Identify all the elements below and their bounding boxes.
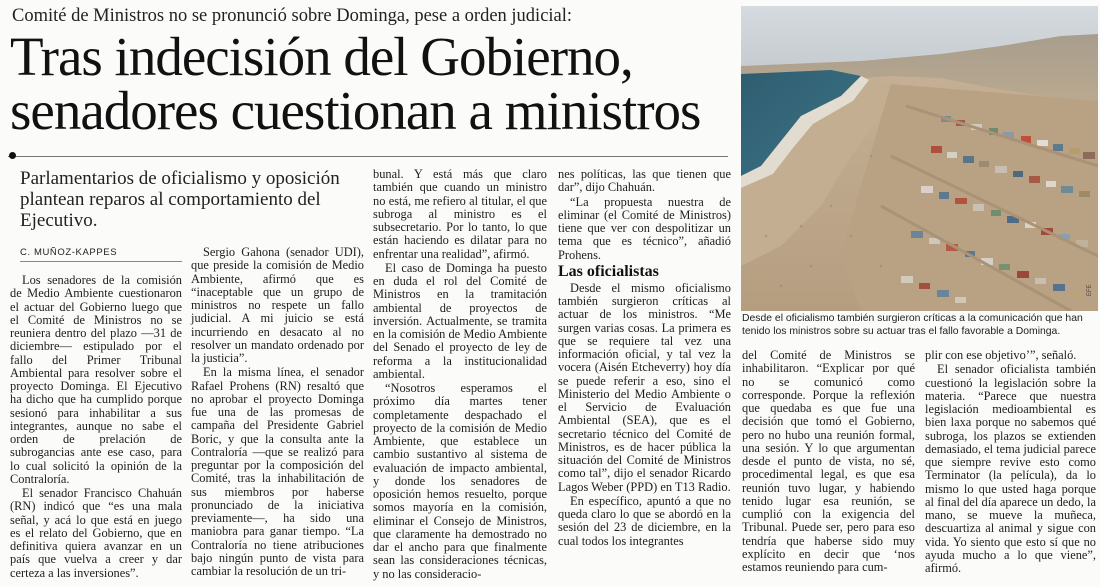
column-6 — [925, 349, 1096, 575]
column-1 — [10, 274, 182, 580]
photo-credit: EFE — [1087, 284, 1093, 296]
paragraph: “Nosotros esperamos el próximo día martes tener completamente despachado el proyecto de la comisión de Medio Ambiente, que establece un cambio sustantivo al sistema de evaluación de impacto ambiental, y donde los senadores de oposición hemos resuelto, porque somos mayoría en la comisión, eliminar el Consejo de Ministros, que claramente ha demostrado no dar el ancho para que finalmente sean las consideraciones técnicas, y no las consideracio- — [373, 381, 547, 581]
headline — [10, 26, 740, 141]
paragraph: Desde el mismo oficialismo también surgieron críticas al actuar de los ministros. “Me surgen varias cosas. La primera es que se requiere tal vez una información oficial, y tal vez la vocera (Aisén Etcheverry) hoy día se puede referir a eso, sino el Ministerio del Medio Ambiente o el Servicio de Evaluación Ambiental (SEA), que es el secretario técnico del Comité de Ministros, es de hacer pública la situación del Comité de Ministros como tal”, dijo el senador Ricardo Lagos Weber (PPD) en T13 Radio. — [558, 280, 731, 494]
paragraph: “La propuesta nuestra de eliminar (el Comité de Ministros) tiene que ver con despolitizar un tema que es técnico”, añadió Prohens. — [558, 194, 731, 262]
kicker: Comité de Ministros no se pronunció sobre Dominga, pese a orden judicial: — [12, 6, 573, 26]
aerial-photo-illustration — [741, 6, 1098, 311]
paragraph: Sergio Gahona (senador UDI), que preside la comisión de Medio Ambiente, afirmó que es “inaceptable que un grupo de ministros no respete un fallo judicial. A mi juicio se está incurriendo en desacato al no resolver un mandato ordenado por la justicia”. — [191, 245, 364, 365]
column-4 — [558, 168, 731, 548]
paragraph: plir con ese objetivo’”, señaló. — [925, 348, 1077, 362]
column-5 — [742, 349, 915, 574]
paragraph: Los senadores de la comisión de Medio Ambiente cuestionaron el actuar del Gobierno luego que el Comité de Ministros no se reuniera dentro del plazo —31 de diciembre— estipulado por el fallo del Primer Tribunal Ambiental para resolver sobre el proyecto Dominga. El Ejecutivo ha dicho que ha cumplido porque sesionó para inhabilitar a sus integrantes, aunque no sabe el orden de prelación de subrogancias ante ese caso, para lo cual solicitó la opinión de la Contraloría. — [10, 273, 182, 486]
headline-line-2: senadores cuestionan a ministros — [10, 80, 701, 141]
column-2 — [191, 246, 364, 578]
subhead: Las oficialistas — [558, 262, 659, 280]
paragraph: nes políticas, las que tienen que dar”, dijo Chahuán. — [558, 167, 731, 195]
byline: C. MUÑOZ-KAPPES — [20, 247, 118, 258]
paragraph: del Comité de Ministros se inhabilitaron. “Explicar por qué no se comunicó como corresponde. Porque la reflexión que quedaba es que fue una decisión que tomó el Gobierno, pero no hubo una reunión formal, una sesión. Y lo que argumentan desde el punto de vista, no sé, procedimental legal, es que esa reunión tuvo lugar, y habiendo tenido lugar esa reunión, se cumplió con la exigencia del Tribunal. Puede ser, pero para eso tendría que haberse sido muy explícito en decir que ‘nos estamos reuniendo para cum- — [742, 348, 915, 574]
column-3 — [373, 168, 547, 581]
bullet-icon — [9, 152, 16, 159]
paragraph: En la misma línea, el senador Rafael Prohens (RN) resaltó que no aprobar el proyecto Dominga fue una de las promesas de campaña del Presidente Gabriel Boric, y que la consulta ante la Contraloría —que se realizó para preguntar por la composición del Comité, tras la inhabilitación de sus miembros por haberse pronunciado de la iniciativa previamente—, ha sido una maniobra para ganar tiempo. “La Contraloría no tiene atribuciones bajo ningún punto de vista para cambiar la resolución de un tri- — [191, 365, 364, 578]
headline-rule — [8, 156, 728, 157]
paragraph: En específico, apuntó a que no queda claro lo que se abordó en la sesión del 23 de diciembre, en la cual todos los integrantes — [558, 493, 731, 548]
headline-line-1: Tras indecisión del Gobierno, — [10, 26, 633, 87]
deck: Parlamentarios de oficialismo y oposición plantean reparos al comportamiento del Ejecutivo. — [20, 168, 340, 231]
paragraph: bunal. Y está más que claro también que cuando un ministro no está, me refiero al titular, el que subroga al ministro es el subsecretario. Por lo tanto, lo que están haciendo es dilatar para no enfrentar una realidad”, afirmó. — [373, 167, 547, 261]
photo-caption: Desde el oficialismo también surgieron críticas a la comunicación que han tenido los ministros sobre su actuar tras el fallo favorable a Dominga. — [742, 313, 1083, 337]
coastal-town-photo — [741, 6, 1098, 311]
paragraph: El senador Francisco Chahuán (RN) indicó que “es una mala señal, y acá lo que está en juego es el relato del Gobierno, que en definitiva quiera avanzar en un país que vuelva a creer y dar certeza a las inversiones”. — [10, 486, 182, 580]
paragraph: El caso de Dominga ha puesto en duda el rol del Comité de Ministros en la tramitación ambiental de proyectos de inversión. Actualmente, se tramita en la comisión de Medio Ambiente del Senado el proyecto de ley de reforma a la institucionalidad ambiental. — [373, 260, 547, 381]
byline-rule — [20, 261, 182, 262]
paragraph: El senador oficialista también cuestionó la legislación sobre la materia. “Parece que nuestra legislación medioambiental es bien laxa porque no sabemos qué subroga, los plazos se extienden demasiado, el tema judicial parece que siempre revive esto como Terminator (la película), da lo mismo lo que usted haga porque al final del día aparece un dedo, la mano, se mueve la muñeca, descuartiza al animal y sigue con vida. Yo siento que esto sí que no ayuda mucho a lo que viene”, afirmó. — [925, 362, 1096, 575]
